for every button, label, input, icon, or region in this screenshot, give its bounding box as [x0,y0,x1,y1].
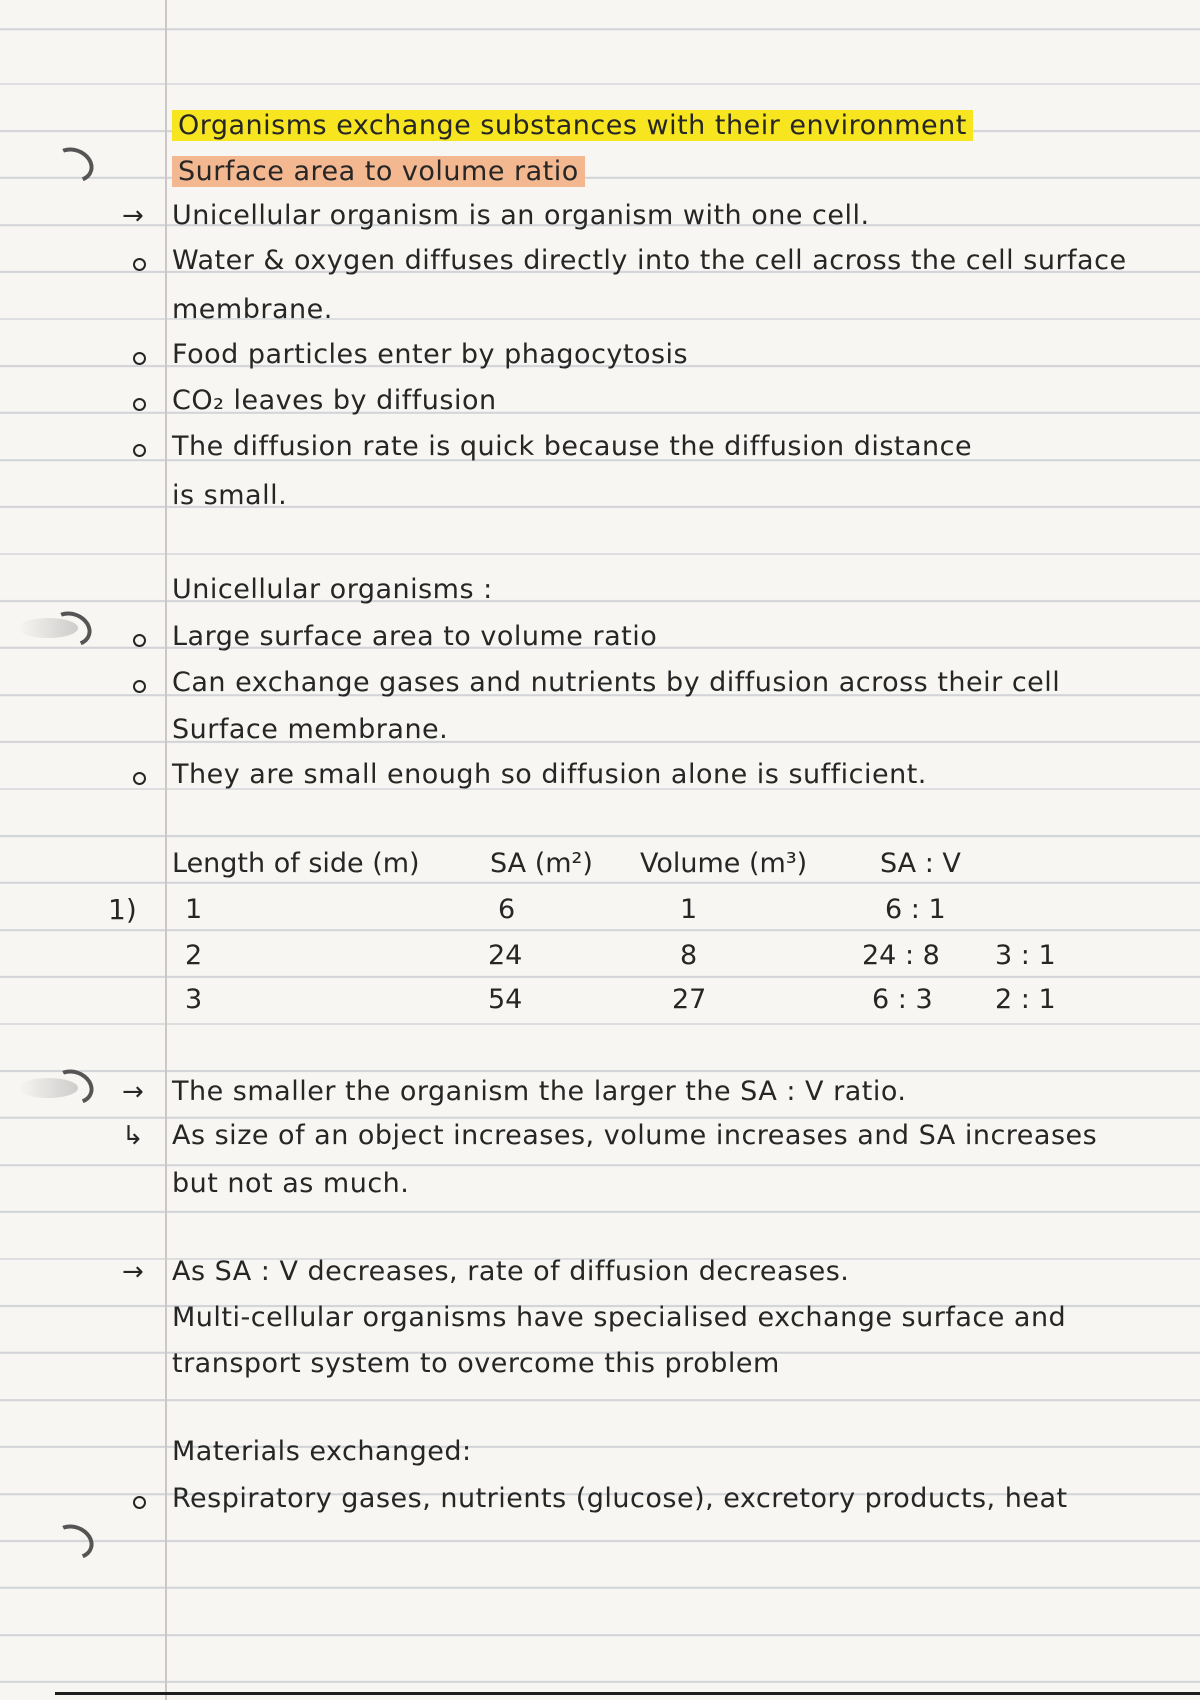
table-header-ratio: SA : V [880,848,961,879]
binder-ring-1 [47,142,98,188]
intro-arrow-text: Unicellular organism is an organism with one cell. [172,200,870,231]
table-cell: 24 : 8 [862,940,940,971]
conclusion-arrow-2: As size of an object increases, volume increases and SA increases [172,1120,1098,1151]
multicellular-text-2: transport system to overcome this problem [172,1348,780,1379]
table-header-volume: Volume (m³) [640,848,808,879]
unicellular-bullet-1: Large surface area to volume ratio [172,621,658,652]
intro-bullet-3: CO₂ leaves by diffusion [172,385,497,416]
unicellular-bullet-2-cont: Surface membrane. [172,714,449,745]
arrow-icon: → [122,1077,144,1107]
table-cell: 6 : 3 [872,984,933,1015]
bullet-icon [133,772,146,785]
table-cell: 1 [680,894,698,925]
bullet-icon [133,634,146,647]
multicellular-text-1: Multi-cellular organisms have specialised exchange surface and [172,1302,1067,1333]
table-cell-simplified: 3 : 1 [995,940,1056,971]
title-text: Organisms exchange substances with their environment [172,110,973,141]
bullet-icon [133,352,146,365]
table-cell: 1 [185,894,203,925]
bullet-icon [133,258,146,271]
hook-arrow-icon: ↳ [122,1121,144,1151]
binder-ring-3 [47,1064,98,1110]
arrow-icon: → [122,1257,144,1287]
intro-bullet-4-cont: is small. [172,480,288,511]
bullet-icon [133,680,146,693]
bullet-icon [133,398,146,411]
table-cell: 6 [498,894,516,925]
table-cell: 2 [185,940,203,971]
table-header-sa: SA (m²) [490,848,593,879]
unicellular-bullet-3: They are small enough so diffusion alone is sufficient. [172,759,927,790]
bullet-icon [133,444,146,457]
table-cell: 54 [488,984,523,1015]
binder-ring-2 [45,606,96,652]
unicellular-bullet-2: Can exchange gases and nutrients by diffusion across their cell [172,667,1061,698]
materials-bullet: Respiratory gases, nutrients (glucose), excretory products, heat [172,1483,1068,1514]
intro-bullet-1-cont: membrane. [172,294,333,325]
intro-bullet-1: Water & oxygen diffuses directly into the cell across the cell surface [172,245,1127,276]
subtitle-text: Surface area to volume ratio [172,156,585,187]
margin-line [165,0,167,1700]
unicellular-heading: Unicellular organisms : [172,574,493,605]
conclusion-arrow-2-cont: but not as much. [172,1168,410,1199]
table-cell: 6 : 1 [885,894,946,925]
materials-heading: Materials exchanged: [172,1436,472,1467]
page-title [172,108,973,144]
intro-bullet-2: Food particles enter by phagocytosis [172,339,689,370]
page-subtitle [172,154,585,190]
table-cell: 24 [488,940,523,971]
intro-bullet-4: The diffusion rate is quick because the diffusion distance [172,431,973,462]
table-cell: 8 [680,940,698,971]
table-header-length: Length of side (m) [172,848,420,879]
example-number: 1) [108,893,137,926]
binder-ring-4 [47,1519,98,1565]
conclusion-arrow-1: The smaller the organism the larger the SA : V ratio. [172,1076,907,1107]
table-cell: 3 [185,984,203,1015]
page-bottom-edge [55,1692,1200,1695]
arrow-icon: → [122,201,144,231]
conclusion-arrow-3: As SA : V decreases, rate of diffusion decreases. [172,1256,850,1287]
table-cell-simplified: 2 : 1 [995,984,1056,1015]
table-cell: 27 [672,984,707,1015]
bullet-icon [133,1496,146,1509]
